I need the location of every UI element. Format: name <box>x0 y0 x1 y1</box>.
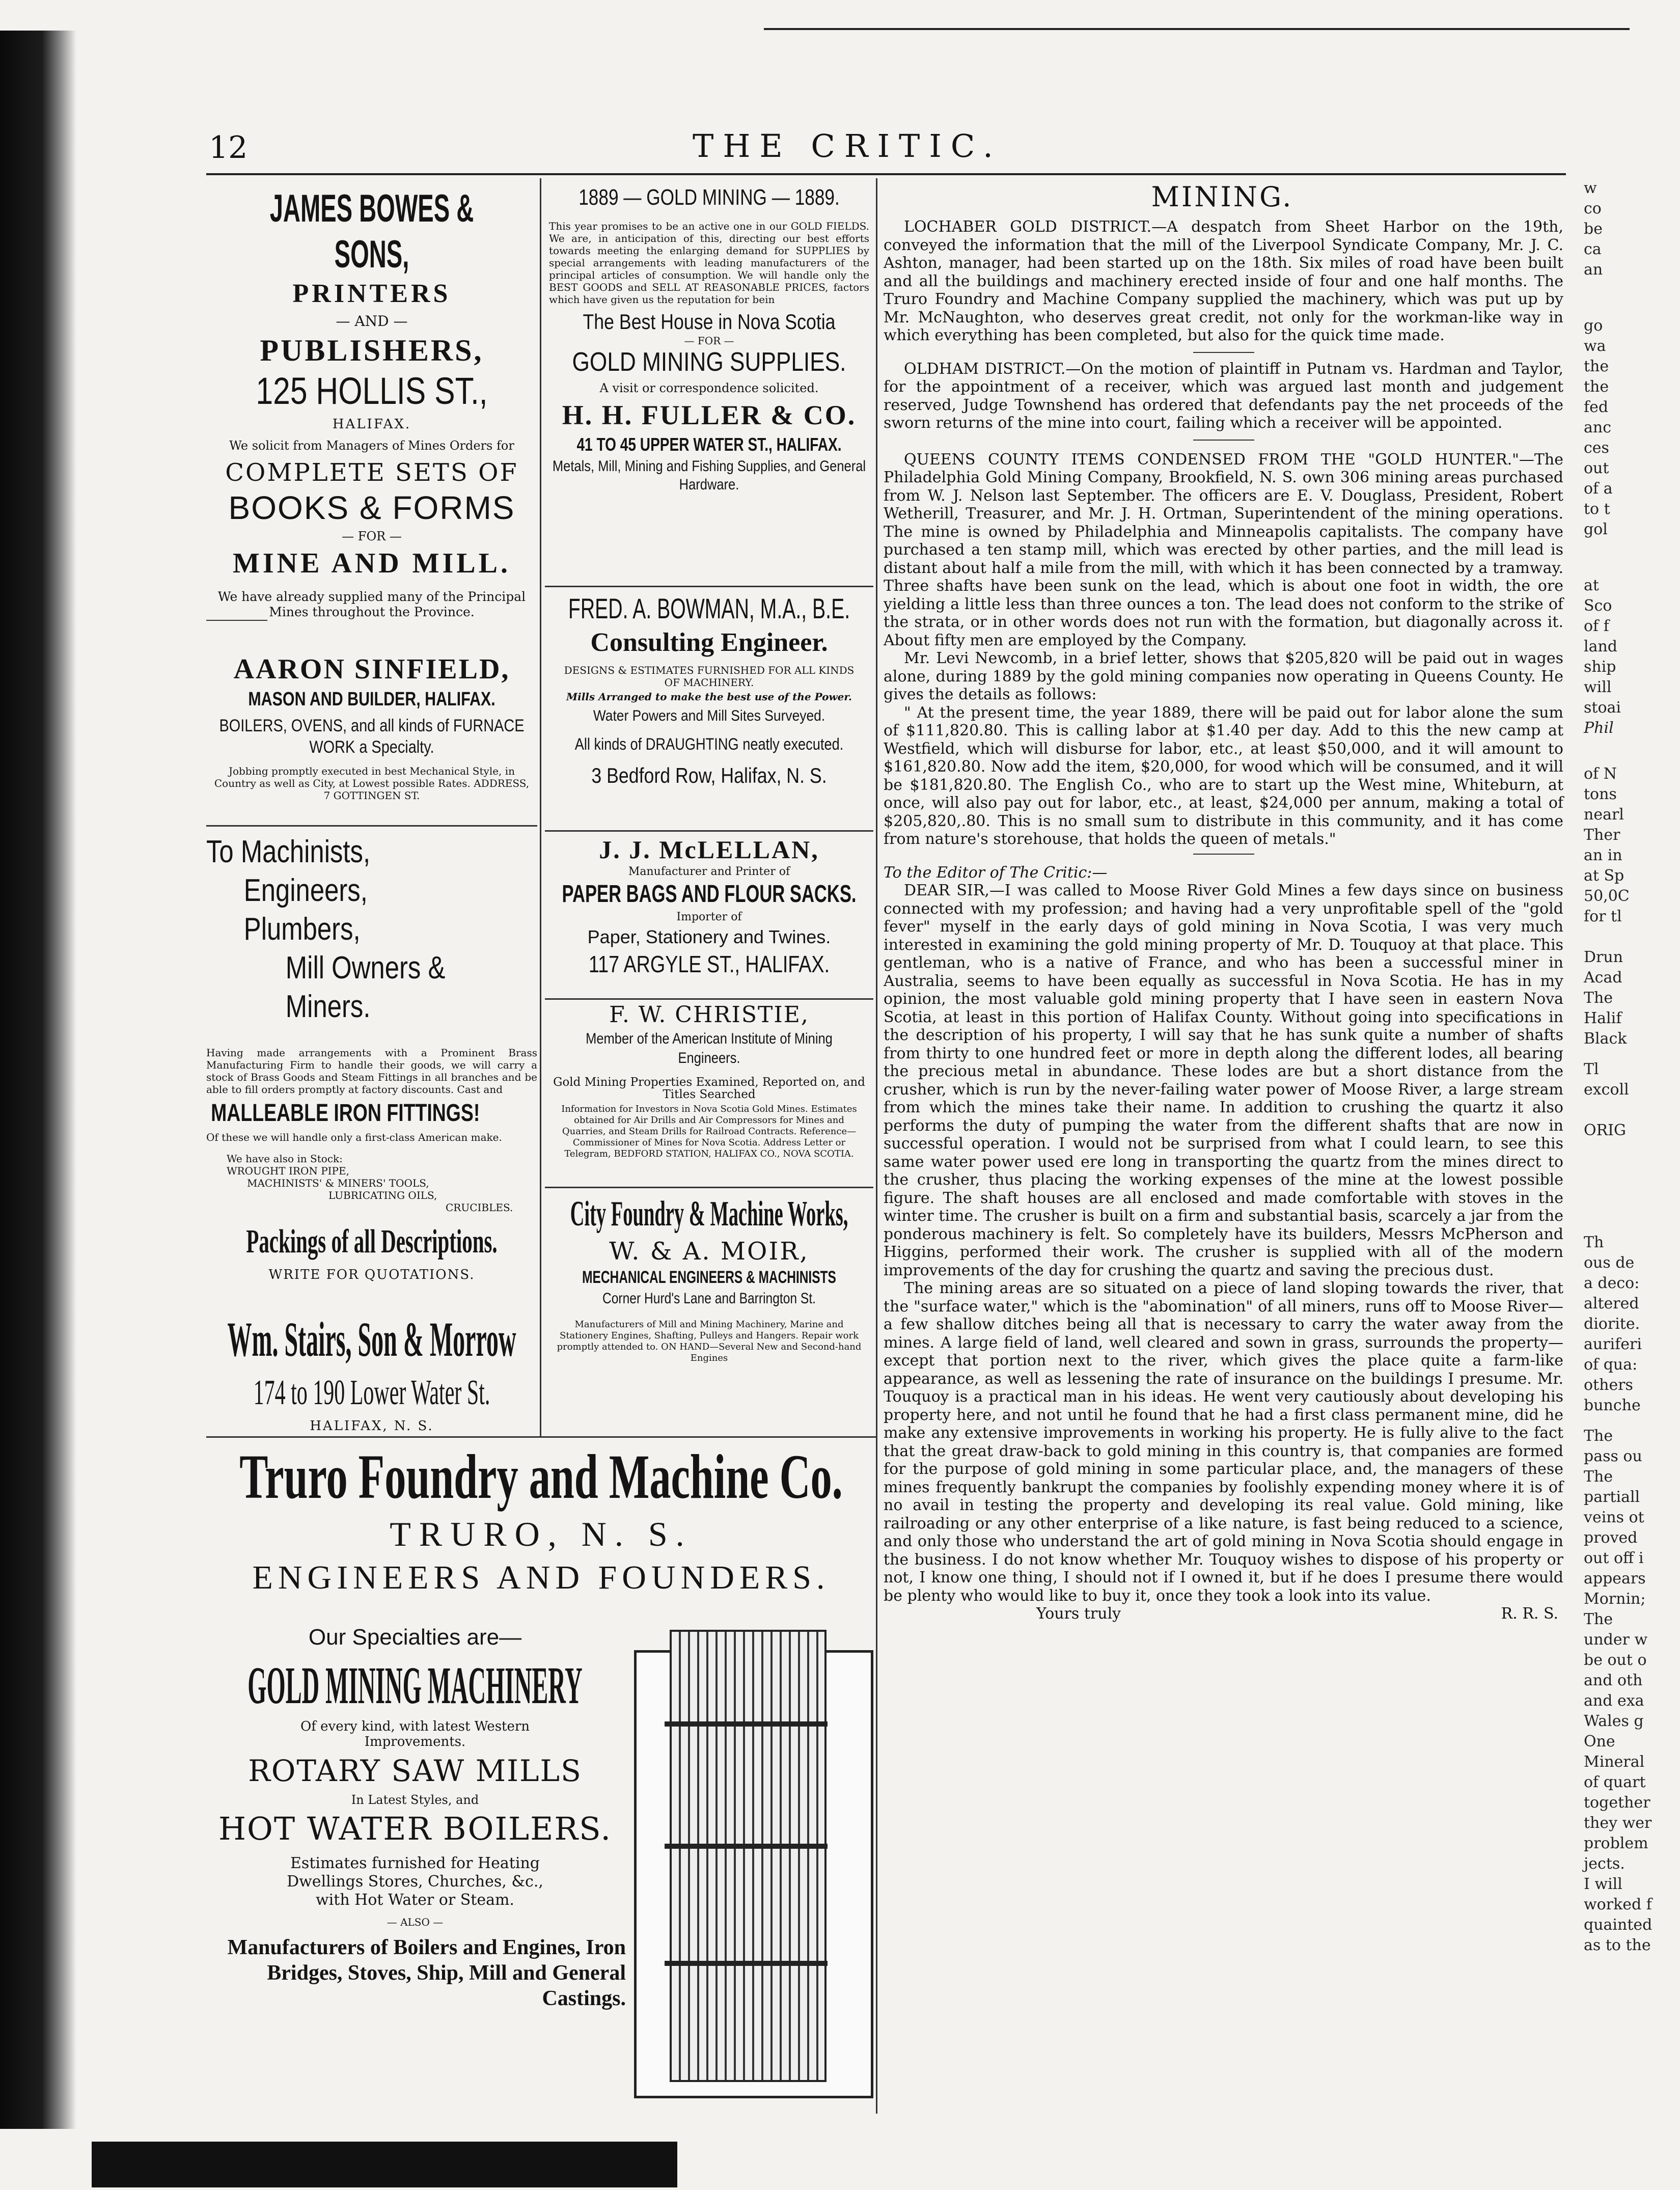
edge-text: ous de <box>1584 1254 1635 1272</box>
edge-text: a deco: <box>1584 1274 1640 1292</box>
edge-text: appears <box>1584 1570 1646 1587</box>
separator <box>1193 854 1254 855</box>
mining-column <box>884 218 1563 1625</box>
bowes-solicit: We solicit from Managers of Mines Orders for <box>229 439 514 453</box>
bowes-for: — FOR — <box>342 529 402 543</box>
truro-estimates: Estimates furnished for Heating Dwellings Stores, Churches, &c., with Hot Water or Steam. <box>287 1854 543 1909</box>
mach-list-2: MACHINISTS' & MINERS' TOOLS, <box>247 1177 429 1189</box>
edge-text: 50,0C <box>1584 887 1630 905</box>
edge-text: excoll <box>1584 1081 1629 1099</box>
edge-text: The <box>1584 1468 1613 1486</box>
letter-to: To the Editor of The Critic:— <box>884 863 1108 882</box>
mclellan-paper: Paper, Stationery and Twines. <box>587 926 831 947</box>
p5-text: " At the present time, the year 1889, there will be paid out for labor alone the sum of $111,820.80. This is calling labor at $1.40 per day. Add to this the new camp at Westfield, which will disburse for labor, etc., at least $50,000, and it will amount to $161,820.80. Now add the item, $20,000, for wood which will be consumed, and it will be $181,820.80. The English Co., who are to start up the West mine, Whiteburn, at once, will also pay out for labor, etc., at least, $24,000 per annum, making a total of $205,820,.80. This is no small sum to distribute in this community, and it has come from nature's storehouse, that holds the queen of metals." <box>884 703 1563 848</box>
sinfield-boilers: BOILERS, OVENS, and all kinds of FURNACE WORK a Specialty. <box>219 716 525 757</box>
edge-text: fed <box>1584 398 1609 416</box>
letter-p1: —I was called to Moose River Gold Mines a few days since on business connected with my profession; and having had a very unprofitable spell of the "gold fever" myself in the early days of gold mining in Nova Scotia, I was very much interested in examining the gold mining property of Mr. D. Touquoy at that place. This gentleman, who is a native of France, and who has been a successful miner in Australia, seems to have been equally as successful in Nova Scotia. He has in my opinion, the most valuable gold mining property that I have seen in eastern Nova Scotia, at least in this portion of Halifax County. Without going into specifications in the description of his property, I will say that he has sunk quite a number of shafts from thirty to one hundred feet or more in depth along the different lodes, all bearing the precious metal in abundance. These lodes are but a short distance from the crusher, which is run by the never-failing water power of Moose River, a large stream from which the mines take their name. In addition to crushing the quartz it also performs the duty of pumping the water from the different shafts that are now in successful operation. I would not be surprised from what I could learn, to see this same water power used ere long in transporting the quartz from the mines direct to the crusher, thus placing the working expenses of the mine at the lowest possible figure. The shaft houses are all enclosed and made comfortable with stoves in the winter time. The crusher is built on a firm and substantial basis, scarcely a jar from the ponderous machinery is felt. So completely have its builders, Messrs McPherson and Higgins, performed their work. The crusher is supplied with all of the modern improvements of the day for crushing the quartz and saving the precious dust. <box>884 882 1563 1279</box>
bowman-mills: Mills Arranged to make the best use of the Power. <box>566 691 852 703</box>
mach-list-4: CRUCIBLES. <box>446 1201 513 1214</box>
edge-text: Black <box>1584 1030 1627 1048</box>
edge-text: nearl <box>1584 806 1624 824</box>
best-house: The Best House in Nova Scotia <box>583 310 836 334</box>
edge-text: Ther <box>1584 826 1620 844</box>
p3-text: —The Philadelphia Gold Mining Company, Brookfield, N. S. own 306 mining areas purchased from W. J. Nelson last September. The officers are E. V. Douglass, President, Robert Wetherill, Treasurer, and Mr. J. H. Ortman, Superintendent of the mining operations. The mine is owned by Philadelphia and Minneapolis capitalists. The company have purchased a ten stamp mill, which was erected by other parties, and the mill lead is distant about half a mile from the mill, with which it has been connected by a tramway. Three shafts have been sunk on the lead, which is about one foot in width, the ore yielding a little less than three ounces a ton. The lead does not conform to the strike of the strata, or in other words does not run with the formation, but diagonally across it. About fifty men are employed by the Company. <box>884 450 1563 649</box>
bowes-printers: PRINTERS <box>292 279 451 308</box>
mach-malleable: MALLEABLE IRON FITTINGS! <box>211 1100 480 1127</box>
letter-p2: The mining areas are so situated on a piece of land sloping towards the river, that the "surface water," which is the "abomination" of all miners, runs off to Moose River—a few shallow ditches being all that is necessary to carry the water away from the mines. A large field of land, well cleared and sown in grass, surrounds the property—except that portion next to the river, which gives the place quite a farm-like appearance, as well as lessening the rate of insurance on the buildings I presume. Mr. Touquoy is a practical man in his ideas. He went very cautiously about developing his property here, and not until he found that he had a first class permanent mine, did he make any extensive improvements in working his property. He is fully alive to the fact that the great draw-back to gold mining in this country is, that companies are formed for the purpose of gold mining in some particular place, and, the managers of these mines frequently bankrupt the companies by foolishly expending money where it is of no avail in testing the property and developing its real value. Gold mining, like railroading or any other enterprise of a like nature, is fast being reduced to a science, and only those who understand the art of gold mining in Nova Scotia should engage in the business. I do not know whether Mr. Touquoy wishes to dispose of his property or not, I know one thing, I should not if I owned it, but if he does I presume there would be plenty who would like to buy it, once they took a look into its value. <box>884 1279 1563 1605</box>
edge-text: Drun <box>1584 948 1623 966</box>
edge-text: problem <box>1584 1835 1648 1852</box>
gold-mining-head: 1889 — GOLD MINING — 1889. <box>579 185 840 210</box>
bowes-complete: COMPLETE SETS OF <box>225 458 518 487</box>
bowes-ad <box>206 186 537 621</box>
boiler-band <box>665 1721 828 1727</box>
mach-list-1: WROUGHT IRON PIPE, <box>227 1165 349 1177</box>
p1-lead: LOCHABER GOLD DISTRICT. <box>904 218 1152 236</box>
edge-text: worked f <box>1584 1896 1652 1913</box>
edge-text: proved <box>1584 1529 1638 1547</box>
edge-text: ship <box>1584 658 1616 676</box>
mclellan-ad <box>545 834 873 979</box>
edge-text: of N <box>1584 765 1617 783</box>
edge-text: altered <box>1584 1295 1639 1312</box>
edge-text: out <box>1584 459 1609 477</box>
p3-lead: QUEENS COUNTY ITEMS CONDENSED FROM THE "GOLD HUNTER." <box>904 450 1519 469</box>
gold-mining-text: This year promises to be an active one in our GOLD FIELDS. We are, in anticipation of this, directing our best efforts towards meeting the enlarging demand for SUPPLIES by special arrangements with leading manufacturers of the principal articles of consumption. We will handle only the BEST GOODS and SELL AT REASONABLE PRICES, factors which have given us the reputation for bein <box>549 220 869 306</box>
edge-text: and exa <box>1584 1692 1644 1710</box>
truro-specialties <box>206 1622 624 2011</box>
edge-text: quainted <box>1584 1916 1653 1934</box>
bowman-address: 3 Bedford Row, Halifax, N. S. <box>591 763 827 787</box>
edge-text: Acad <box>1584 969 1622 987</box>
mach-list-3: LUBRICATING OILS, <box>328 1189 437 1201</box>
edge-text: be <box>1584 220 1603 238</box>
edge-text: The <box>1584 1610 1613 1628</box>
col2-rule-2 <box>545 830 873 832</box>
christie-ad <box>545 1001 873 1160</box>
stairs-city: HALIFAX, N. S. <box>310 1418 434 1434</box>
fuller-goods: Metals, Mill, Mining and Fishing Supplies, and General Hardware. <box>552 458 866 493</box>
bowes-name: JAMES BOWES & SONS, <box>269 187 474 276</box>
edge-text: land <box>1584 638 1618 655</box>
truro-name: Truro Foundry and Machine Co. <box>239 1442 843 1512</box>
edge-text: I will <box>1584 1875 1622 1893</box>
edge-text: of quart <box>1584 1773 1646 1791</box>
edge-text: they wer <box>1584 1814 1652 1832</box>
truro-gold-mining: GOLD MINING MACHINERY <box>247 1656 583 1715</box>
bowman-title: Consulting Engineer. <box>590 628 828 657</box>
sinfield-name: AARON SINFIELD, <box>233 653 510 685</box>
edge-text: anc <box>1584 419 1612 436</box>
edge-text: and oth <box>1584 1672 1643 1689</box>
truro-latest: In Latest Styles, and <box>351 1793 479 1807</box>
mach-line-2: Engineers, Plumbers, <box>243 873 368 947</box>
edge-text: The <box>1584 1427 1613 1445</box>
moir-name: W. & A. MOIR, <box>609 1237 809 1266</box>
mach-stock: We have also in Stock: <box>227 1153 343 1165</box>
edge-text: ces <box>1584 439 1609 457</box>
p2-lead: OLDHAM DISTRICT. <box>904 360 1066 378</box>
edge-text: Mineral <box>1584 1753 1645 1771</box>
edge-text: One <box>1584 1733 1615 1750</box>
gold-supplies: GOLD MINING SUPPLIES. <box>572 347 846 377</box>
mclellan-importer: Importer of <box>676 911 742 923</box>
edge-text: Tl <box>1584 1060 1599 1078</box>
edge-text: stoai <box>1584 699 1621 717</box>
edge-text: at Sp <box>1584 867 1624 885</box>
bowes-books: BOOKS & FORMS <box>228 489 515 526</box>
edge-text: veins ot <box>1584 1509 1644 1526</box>
page-title: THE CRITIC. <box>693 127 1002 165</box>
truro-engineers: ENGINEERS AND FOUNDERS. <box>252 1559 830 1596</box>
truro-manufacturers: Manufacturers of Boilers and Engines, Iron Bridges, Stoves, Ship, Mill and General Castings. <box>227 1936 626 2010</box>
mach-these: Of these we will handle only a first-class American make. <box>206 1131 502 1143</box>
edge-text: wa <box>1584 337 1606 355</box>
edge-text: jects. <box>1584 1855 1625 1873</box>
truro-also: — ALSO — <box>387 1916 444 1928</box>
sinfield-ad <box>206 652 537 802</box>
truro-city: TRURO, N. S. <box>390 1515 693 1553</box>
col2-rule-1 <box>545 586 873 587</box>
edge-column <box>1584 178 1652 1956</box>
truro-saw-mills: ROTARY SAW MILLS <box>248 1754 582 1788</box>
boiler-illustration <box>634 1630 873 2103</box>
edge-text: ca <box>1584 240 1602 258</box>
mach-packings: Packings of all Descriptions. <box>246 1223 498 1260</box>
christie-props: Gold Mining Properties Examined, Reported on, and Titles Searched <box>553 1076 865 1101</box>
bowman-name: FRED. A. BOWMAN, M.A., B.E. <box>568 592 850 624</box>
edge-text: Mornin; <box>1584 1590 1646 1608</box>
column-rule-2 <box>876 178 877 2114</box>
bowes-city: HALIFAX. <box>332 417 411 432</box>
edge-text: ORIG <box>1584 1121 1626 1139</box>
bottom-scan-shadow <box>92 2142 677 2187</box>
edge-text: Halif <box>1584 1009 1622 1027</box>
separator <box>1193 440 1254 441</box>
boiler-body <box>670 1630 827 2082</box>
moir-ad <box>545 1192 873 1364</box>
edge-text: w <box>1584 179 1597 197</box>
bowes-supplied: We have already supplied many of the Principal Mines throughout the Province. <box>217 589 526 619</box>
boiler-band <box>665 1961 828 1966</box>
edge-text: as to the <box>1584 1936 1651 1954</box>
p1-text: —A despatch from Sheet Harbor on the 19th, conveyed the information that the mill of the Liverpool Syndicate Company, Mr. J. C. Ashton, manager, had been started up on the 18th. Six miles of road have been built and all the buildings and machinery erected inside of four and one half months. The Truro Foundry and Machine Company supplied the machinery, which was put up by Mr. McNaughton, who deserves great credit, not only for the workman-like way in which everything has been completed, but also for the quick time made. <box>884 218 1563 344</box>
truro-ad <box>206 1441 876 1600</box>
edge-text: of f <box>1584 617 1609 635</box>
mining-heading: MINING. <box>1151 181 1293 213</box>
edge-text: Wales g <box>1584 1712 1644 1730</box>
for-label: — FOR — <box>684 335 734 347</box>
fuller-ad <box>545 183 873 494</box>
edge-text: partiall <box>1584 1488 1640 1506</box>
edge-text: will <box>1584 678 1612 696</box>
truro-hot-water: HOT WATER BOILERS. <box>218 1810 612 1847</box>
edge-text: for tl <box>1584 908 1622 925</box>
edge-text: The <box>1584 989 1613 1007</box>
fuller-name: H. H. FULLER & CO. <box>562 400 857 430</box>
truro-top-rule <box>206 1436 876 1438</box>
bowman-ad <box>545 591 873 792</box>
truro-every-kind: Of every kind, with latest Western Improvements. <box>300 1719 530 1749</box>
signature: R. R. S. <box>1501 1605 1558 1623</box>
moir-text: Manufacturers of Mill and Mining Machinery, Marine and Stationery Engines, Shafting, Pulleys and Hangers. Repair work promptly attended to. ON HAND—Several New and Second-hand Engines <box>557 1319 862 1363</box>
edge-text: Sco <box>1584 597 1612 615</box>
bowman-water: Water Powers and Mill Sites Surveyed. <box>593 707 825 724</box>
header-rule <box>206 173 1566 175</box>
sinfield-trade: MASON AND BUILDER, HALIFAX. <box>248 689 495 710</box>
mclellan-name: J. J. McLELLAN, <box>599 835 819 864</box>
edge-text: tons <box>1584 785 1617 803</box>
edge-text: Th <box>1584 1234 1604 1251</box>
p2-text: —On the motion of plaintiff in Putnam vs. Hardman and Taylor, for the appointment of a receiver, which was argued last month and judgement reserved, Judge Townshend has ordered that defendants pay the net proceeds of the sworn returns of the mine into court, failing which a receiver will be appointed. <box>884 360 1563 432</box>
mach-write: WRITE FOR QUOTATIONS. <box>268 1267 475 1282</box>
yours-truly: Yours truly <box>1036 1605 1121 1623</box>
scan-binding-shadow <box>0 31 76 2129</box>
edge-text: gol <box>1584 521 1608 538</box>
separator <box>206 620 267 621</box>
edge-text: the <box>1584 378 1609 396</box>
edge-text: out off i <box>1584 1549 1644 1567</box>
christie-member: Member of the American Institute of Mining Engineers. <box>586 1030 833 1066</box>
stairs-name: Wm. Stairs, Son & Morrow <box>227 1312 516 1366</box>
p4-text: Mr. Levi Newcomb, in a brief letter, shows that $205,820 will be paid out in wages alone, during 1889 by the gold mining companies now operating in Queens County. He gives the details as follows: <box>884 649 1563 703</box>
boiler-band <box>665 1844 828 1849</box>
page-number: 12 <box>209 130 248 166</box>
edge-text: pass ou <box>1584 1447 1642 1465</box>
edge-text: Phil <box>1584 719 1614 737</box>
stairs-address: 174 to 190 Lower Water St. <box>253 1373 490 1412</box>
edge-text: the <box>1584 358 1609 375</box>
bowes-address: 125 HOLLIS ST., <box>256 370 488 412</box>
col1-rule-1 <box>206 825 537 827</box>
edge-text: together <box>1584 1794 1650 1812</box>
moir-head: City Foundry & Machine Works, <box>570 1194 848 1234</box>
bowes-and: — AND — <box>336 313 408 330</box>
mclellan-bags: PAPER BAGS AND FLOUR SACKS. <box>562 881 857 908</box>
edge-text: at <box>1584 577 1599 594</box>
column-rule-1 <box>540 178 541 1436</box>
edge-text: to t <box>1584 500 1610 518</box>
edge-text: under w <box>1584 1631 1648 1649</box>
moir-corner: Corner Hurd's Lane and Barrington St. <box>602 1290 816 1307</box>
mach-line-1: To Machinists, <box>206 834 371 869</box>
edge-text: go <box>1584 317 1603 335</box>
bowes-mine: MINE AND MILL. <box>232 548 511 579</box>
bowes-publishers: PUBLISHERS, <box>260 334 484 367</box>
edge-text: bunche <box>1584 1397 1641 1414</box>
separator <box>1193 352 1254 353</box>
top-scan-line <box>764 28 1630 30</box>
mclellan-maker: Manufacturer and Printer of <box>628 865 790 878</box>
mach-line-3: Mill Owners & Miners. <box>285 950 446 1024</box>
col2-rule-4 <box>545 1187 873 1188</box>
fuller-address: 41 TO 45 UPPER WATER ST., HALIFAX. <box>576 434 842 455</box>
col2-rule-3 <box>545 998 873 1000</box>
visit-line: A visit or correspondence solicited. <box>599 381 819 395</box>
edge-text: auriferi <box>1584 1335 1642 1353</box>
edge-text: diorite. <box>1584 1315 1640 1333</box>
edge-text: be out o <box>1584 1651 1647 1669</box>
edge-text: of a <box>1584 480 1613 498</box>
edge-text: an <box>1584 261 1603 279</box>
moir-trade: MECHANICAL ENGINEERS & MACHINISTS <box>582 1268 836 1287</box>
bowman-designs: DESIGNS & ESTIMATES FURNISHED FOR ALL KINDS OF MACHINERY. <box>564 664 855 689</box>
edge-text: co <box>1584 200 1602 217</box>
edge-text: of qua: <box>1584 1356 1638 1374</box>
edge-text: others <box>1584 1376 1633 1394</box>
christie-info: Information for Investors in Nova Scotia Gold Mines. Estimates obtained for Air Drills and Air Compressors for Mines and Quarries, and Steam Drills for Railroad Contracts. Reference—Commissioner of Mines for Nova Scotia. Address Letter or Telegram, BEDFORD STATION, HALIFAX CO., NOVA SCOTIA. <box>561 1104 857 1159</box>
truro-specialties-label: Our Specialties are— <box>308 1625 522 1650</box>
machinists-ad <box>206 833 537 1285</box>
sinfield-jobbing: Jobbing promptly executed in best Mechanical Style, in Country as well as City, at Lowest possible Rates. ADDRESS, 7 GOTTINGEN ST. <box>214 765 530 802</box>
edge-text: an in <box>1584 846 1622 864</box>
mach-having: Having made arrangements with a Prominent Brass Manufacturing Firm to handle their goods, we will carry a stock of Brass Goods and Steam Fittings in all branches and be able to fill orders promptly at factory discounts. Cast and <box>206 1047 537 1096</box>
bowman-draughting: All kinds of DRAUGHTING neatly executed. <box>574 735 844 753</box>
letter-lead: DEAR SIR, <box>904 882 989 899</box>
christie-name: F. W. CHRISTIE, <box>609 1002 809 1028</box>
stairs-ad <box>206 1309 537 1436</box>
mclellan-address: 117 ARGYLE ST., HALIFAX. <box>588 951 830 977</box>
